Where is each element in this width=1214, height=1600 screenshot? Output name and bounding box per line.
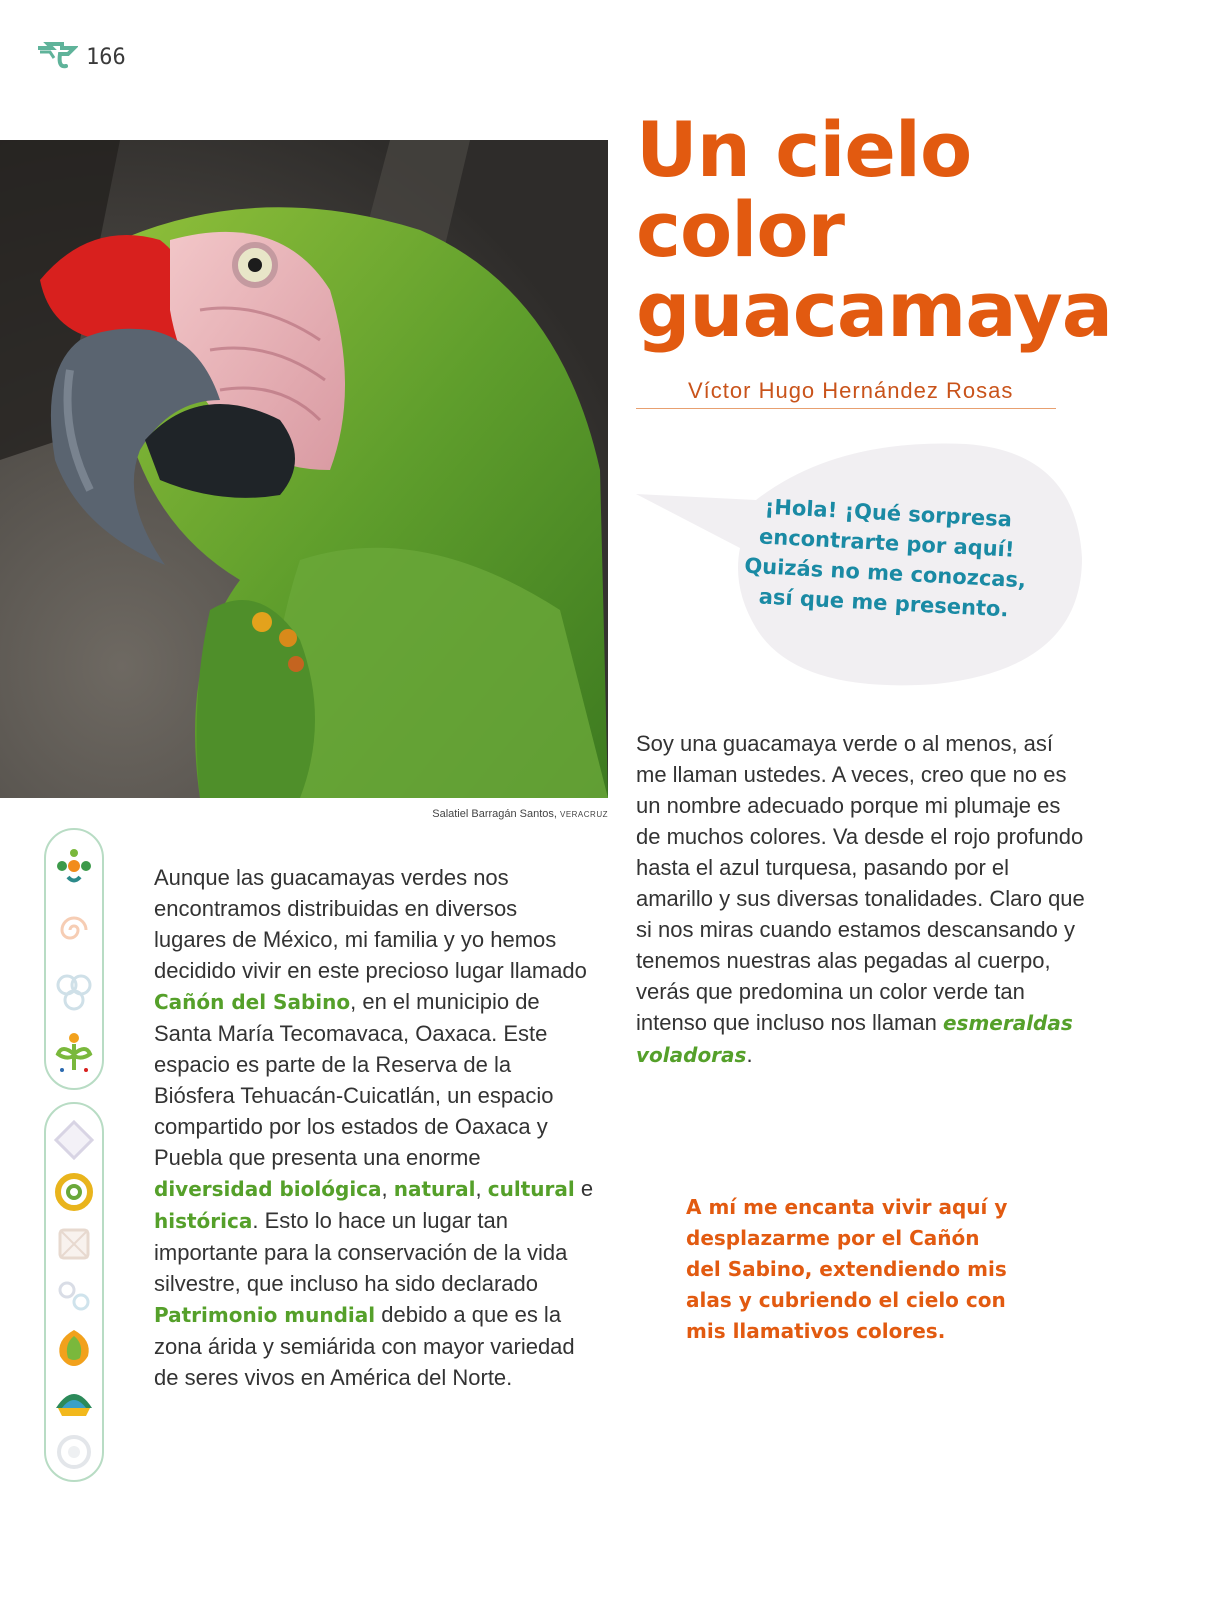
spiral-faded-icon (52, 908, 96, 952)
highlight-term: Patrimonio mundial (154, 1303, 376, 1327)
text-run: Soy una guacamaya verde o al menos, así me llaman ustedes. A veces, creo que no es un nombre adecuado porque mi plumaje es de muchos colores. Va desde el rojo profundo hasta el azul turquesa, pasando por el amarillo y sus diversas tonalidades. Claro que si nos miras cuando estamos descansando y tenemos nuestras alas pegadas al cuerpo, verás que predomina un color verde tan intenso que incluso nos llaman (636, 731, 1085, 1035)
macaw-photo (0, 140, 608, 798)
diamond-faded-icon (52, 1118, 96, 1162)
photo-credit-name: Salatiel Barragán Santos, (432, 808, 557, 820)
book-corner-icon (38, 42, 78, 72)
page-header (38, 40, 126, 74)
speech-bubble (636, 438, 1086, 690)
bubble-line: así que me presento. (758, 584, 1010, 622)
text-run: . (746, 1042, 753, 1067)
left-paragraph (154, 862, 594, 1393)
text-run: Aunque las guacamayas verdes nos encontramos distribuidas en diversos lugares de México, mi familia y yo hemos decidido vivir en este precioso lugar llamado (154, 865, 587, 983)
flower-dots-icon (52, 844, 96, 888)
icon-strip-bottom (44, 1102, 104, 1482)
article-author: Víctor Hugo Hernández Rosas (636, 378, 1056, 409)
speech-bubble-text (713, 489, 1059, 627)
title-line: guacamaya (636, 265, 1113, 354)
highlight-term: diversidad biológica (154, 1177, 382, 1201)
text-run: , en el municipio de Santa María Tecomavaca, Oaxaca. Este espacio es parte de la Reserva de la Biósfera Tehuacán-Cuicatlán, un espacio compartido por los estados de Oaxaca y Puebla que presenta una enorme (154, 989, 554, 1170)
square-faded-icon (52, 1222, 96, 1266)
highlight-quote: A mí me encanta vivir aquí y desplazarme por el Cañón del Sabino, extendiendo mis alas y cubriendo el cielo con mis llamativos colores. (686, 1195, 1008, 1343)
photo-credit (432, 808, 608, 820)
text-run: e (574, 1176, 594, 1201)
highlight-term: histórica (154, 1209, 253, 1233)
ring-icon (52, 1170, 96, 1214)
text-run: , (381, 1176, 394, 1201)
title-line: Un cielo (636, 105, 972, 194)
icon-strip-top (44, 828, 104, 1090)
text-run: debido a que es la zona árida y semiárida con mayor variedad de seres vivos en América del Norte. (154, 1302, 575, 1390)
fan-icon (52, 1378, 96, 1422)
page-number: 166 (86, 44, 126, 70)
bubble-line: Quizás no me conozcas, (743, 553, 1027, 593)
right-paragraph (636, 728, 1086, 1071)
chain-faded-icon (52, 1274, 96, 1318)
bubble-line: encontrarte por aquí! (758, 524, 1016, 562)
circles-faded-icon (52, 970, 96, 1014)
circle-faded-icon (52, 1430, 96, 1474)
title-line: color (636, 185, 845, 274)
highlight-term: Cañón del Sabino (154, 990, 351, 1014)
highlight-term: esmeraldas voladoras (636, 1011, 1073, 1067)
photo-credit-location: VERACRUZ (559, 810, 608, 819)
text-run: . Esto lo hace un lugar tan importante para la conservación de la vida silvestre, que incluso ha sido declarado (154, 1208, 568, 1296)
leaf-icon (52, 1326, 96, 1370)
article-title (636, 105, 1113, 354)
highlight-term: cultural (487, 1177, 575, 1201)
bubble-line: ¡Hola! ¡Qué sorpresa (764, 494, 1013, 532)
highlight-term: natural (393, 1177, 476, 1201)
sprout-person-icon (52, 1030, 96, 1074)
text-run: , (475, 1176, 488, 1201)
